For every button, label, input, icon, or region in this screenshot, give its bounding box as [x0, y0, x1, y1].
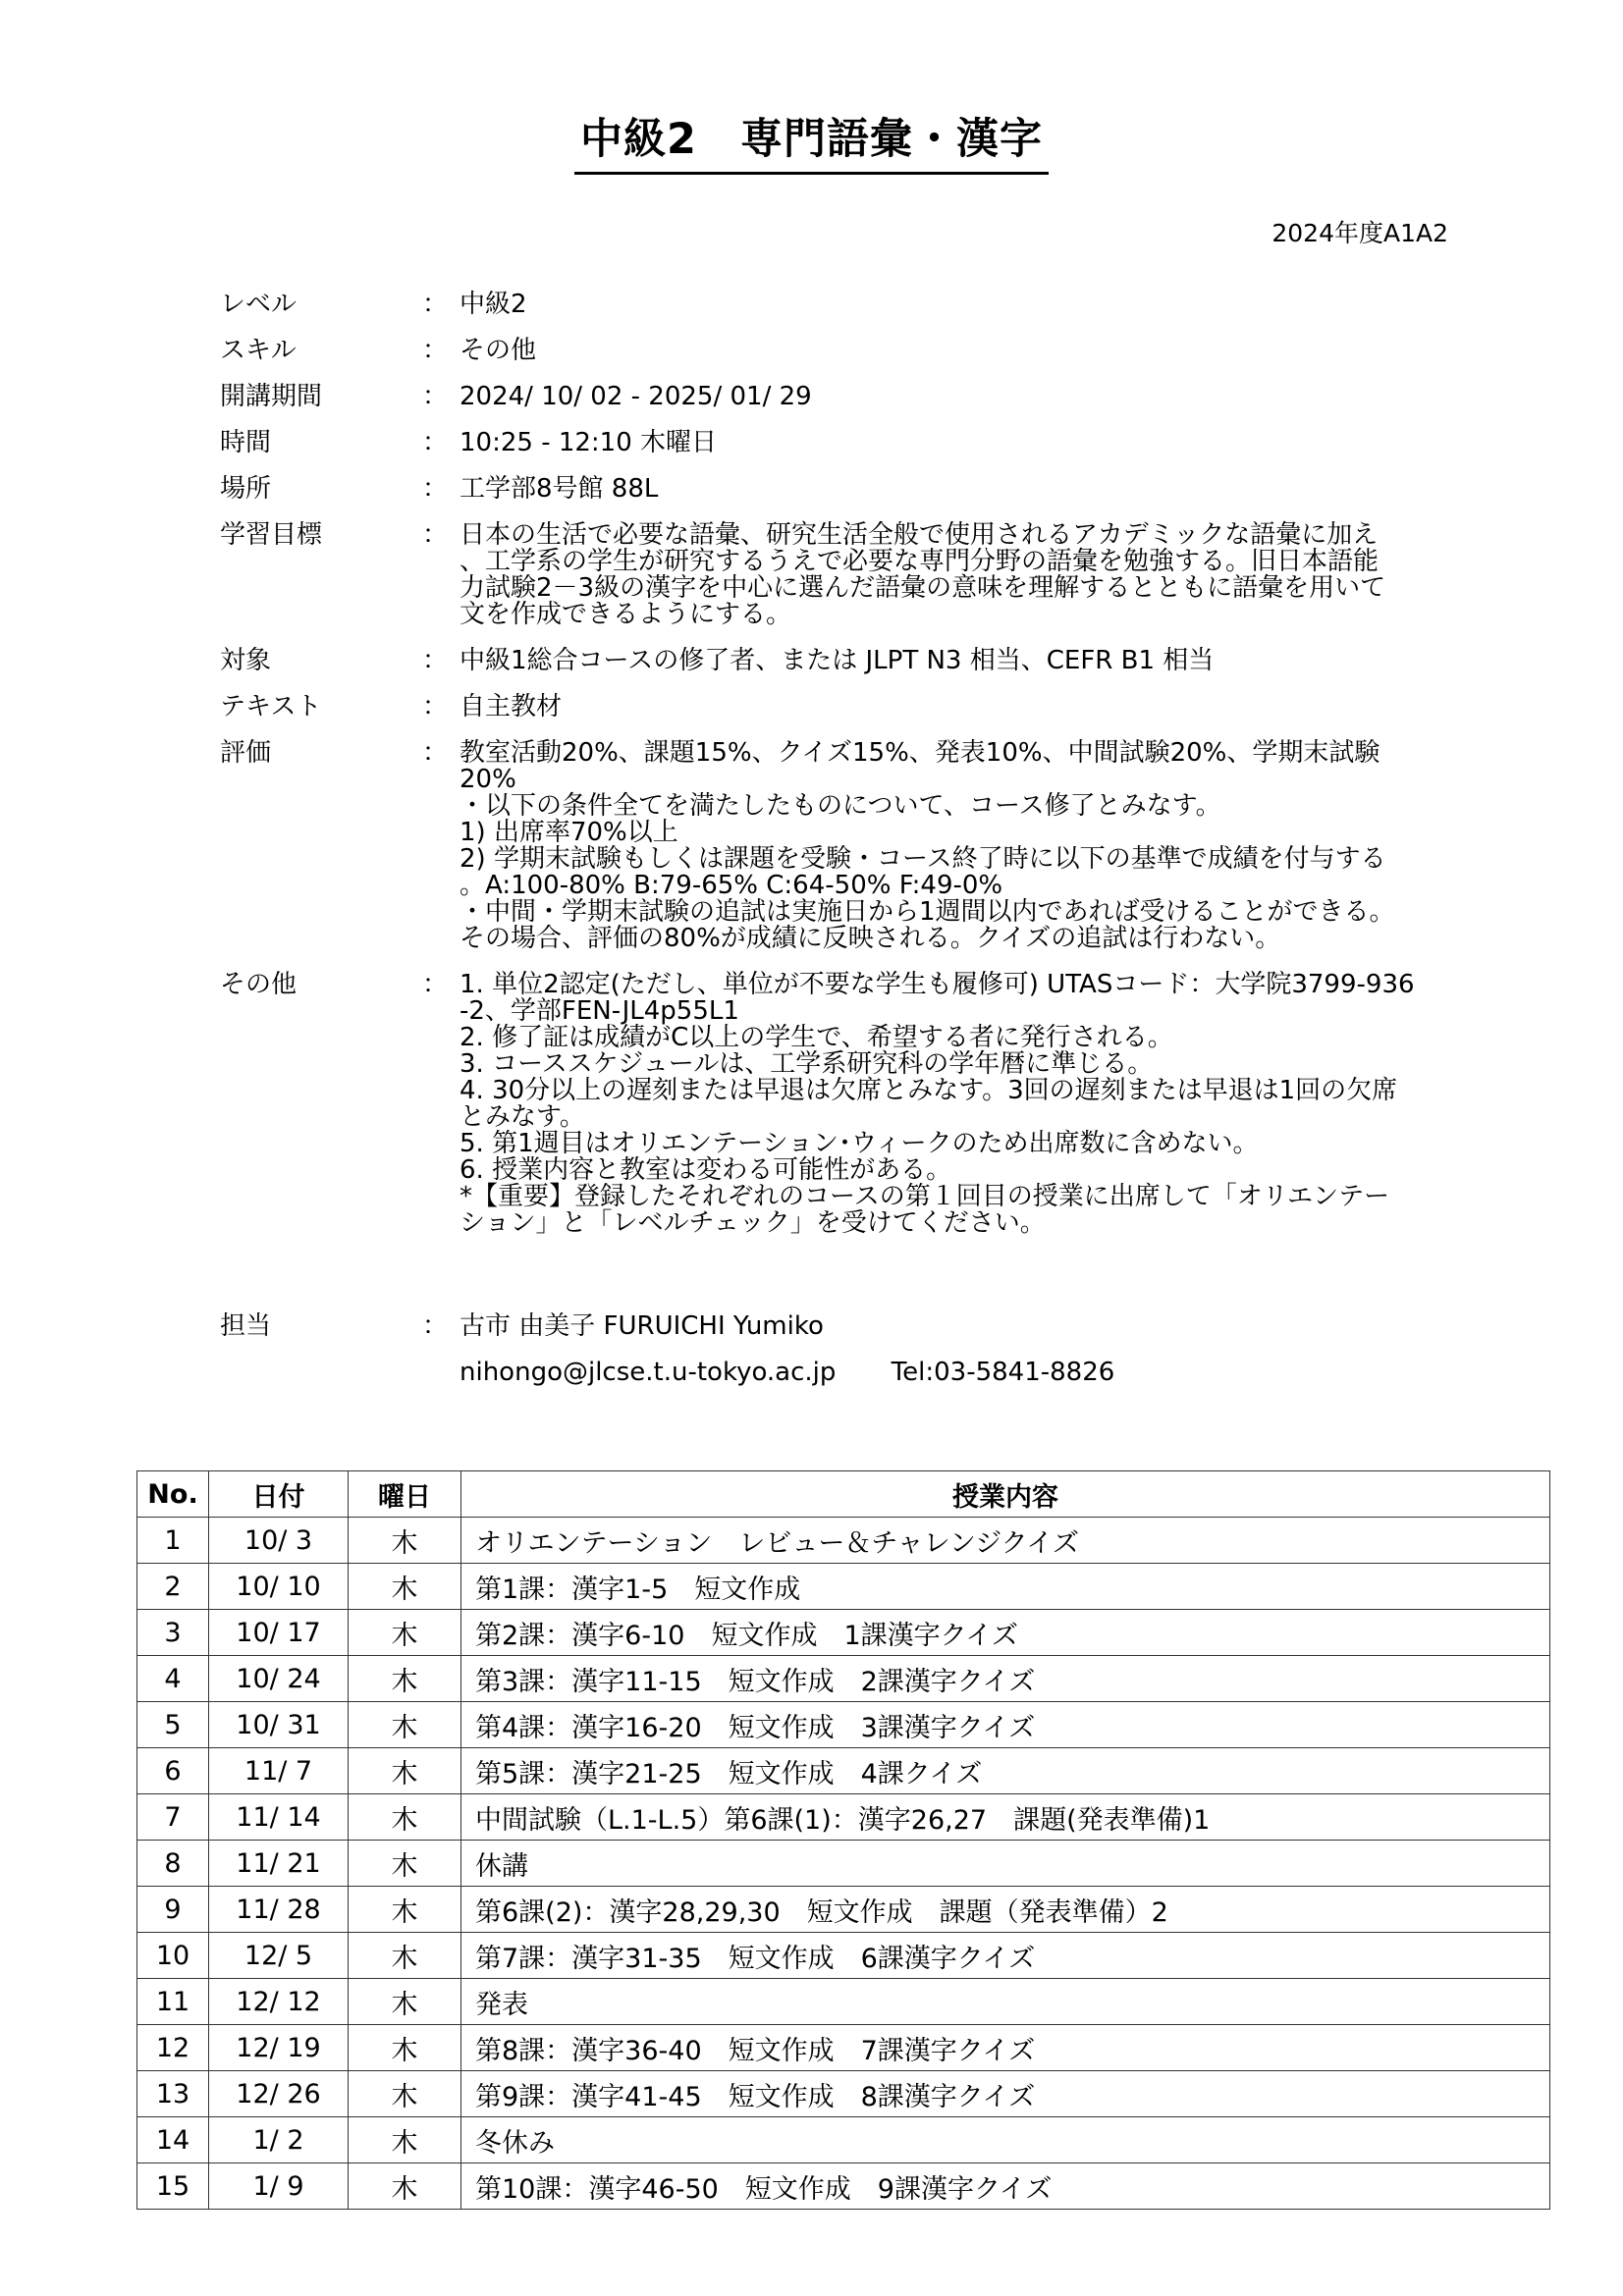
row-number: 14	[137, 2117, 209, 2163]
other-line: 6. 授業内容と教室は変わる可能性がある。	[460, 1155, 952, 1185]
info-colon: ：	[422, 738, 449, 768]
row-date: 12/ 5	[209, 1933, 349, 1979]
goal-line: 日本の生活で必要な語彙、研究生活全般で使用されるアカデミックな語彙に加え	[460, 520, 1379, 550]
info-colon: ：	[422, 520, 449, 550]
table-row	[137, 1702, 1550, 1748]
column-header-content: 授業内容	[461, 1471, 1550, 1518]
info-row-teacher	[220, 1313, 1457, 1340]
info-label: レベル	[220, 290, 298, 319]
info-label: スキル	[220, 336, 297, 365]
info-colon: ：	[422, 474, 449, 504]
row-number: 7	[137, 1794, 209, 1841]
other-line: 1. 単位2認定(ただし、単位が不要な学生も履修可) UTASコード：大学院3799-936	[460, 970, 1415, 999]
info-value	[460, 740, 1457, 952]
table-row	[137, 1748, 1550, 1794]
row-day: 木	[349, 2163, 461, 2210]
info-row-eval	[220, 740, 1457, 952]
document-title-wrap	[0, 106, 1623, 175]
other-line: とみなす。	[460, 1102, 585, 1132]
row-day: 木	[349, 1979, 461, 2025]
info-colon: ：	[422, 970, 449, 999]
other-line: 4. 30分以上の遅刻または早退は欠席とみなす。3回の遅刻または早退は1回の欠席	[460, 1076, 1398, 1105]
info-colon: ：	[422, 336, 449, 365]
info-value: 古市 由美子 FURUICHI Yumiko	[460, 1311, 824, 1341]
eval-line: ・中間・学期末試験の追試は実施日から1週間以内であれば受けることができる。	[460, 897, 1395, 927]
schedule-body	[137, 1518, 1550, 2210]
table-row	[137, 2163, 1550, 2210]
row-day: 木	[349, 1610, 461, 1656]
eval-line: ・以下の条件全てを満たしたものについて、コース修了とみなす。	[460, 791, 1221, 821]
table-row	[137, 2025, 1550, 2071]
table-row	[137, 1794, 1550, 1841]
eval-line: 教室活動20%、課題15%、クイズ15%、発表10%、中間試験20%、学期末試験	[460, 738, 1380, 768]
row-day: 木	[349, 1748, 461, 1794]
column-header-day: 曜日	[349, 1471, 461, 1518]
info-colon: ：	[422, 692, 449, 721]
info-row-text	[220, 694, 1457, 721]
info-label: その他	[220, 970, 298, 999]
other-line: *【重要】登録したそれぞれのコースの第１回目の授業に出席して「オリエンテー	[460, 1182, 1390, 1211]
info-colon: ：	[422, 1311, 449, 1341]
info-value: 10:25 - 12:10 木曜日	[460, 428, 718, 457]
row-number: 1	[137, 1518, 209, 1564]
row-content: 第7課：漢字31-35 短文作成 6課漢字クイズ	[461, 1933, 1550, 1979]
row-content: 中間試験（L.1-L.5）第6課(1)：漢字26,27 課題(発表準備)1	[461, 1794, 1550, 1841]
row-content: 第4課：漢字16-20 短文作成 3課漢字クイズ	[461, 1702, 1550, 1748]
eval-line: 1) 出席率70%以上	[460, 818, 678, 847]
document-title: 中級2 専門語彙・漢字	[574, 106, 1049, 175]
row-content: 第9課：漢字41-45 短文作成 8課漢字クイズ	[461, 2071, 1550, 2117]
row-date: 11/ 21	[209, 1841, 349, 1887]
table-row	[137, 1610, 1550, 1656]
teacher-email[interactable]: nihongo@jlcse.t.u-tokyo.ac.jp	[460, 1358, 837, 1387]
row-day: 木	[349, 2071, 461, 2117]
row-content: 第3課：漢字11-15 短文作成 2課漢字クイズ	[461, 1656, 1550, 1702]
row-date: 1/ 2	[209, 2117, 349, 2163]
info-value: 中級2	[460, 290, 527, 319]
teacher-tel: Tel:03-5841-8826	[891, 1358, 1115, 1387]
row-day: 木	[349, 1794, 461, 1841]
row-number: 5	[137, 1702, 209, 1748]
row-number: 10	[137, 1933, 209, 1979]
info-label: 評価	[220, 738, 272, 768]
academic-year: 2024年度A1A2	[1271, 219, 1448, 247]
row-number: 13	[137, 2071, 209, 2117]
table-row	[137, 1979, 1550, 2025]
row-date: 12/ 12	[209, 1979, 349, 2025]
row-date: 1/ 9	[209, 2163, 349, 2210]
goal-line: 文を作成できるようにする。	[460, 600, 792, 629]
row-number: 6	[137, 1748, 209, 1794]
info-label: 対象	[220, 646, 272, 675]
other-line: 3. コーススケジュールは、工学系研究科の学年暦に準じる。	[460, 1049, 1154, 1079]
info-label: テキスト	[220, 692, 322, 721]
table-row	[137, 1564, 1550, 1610]
row-day: 木	[349, 1564, 461, 1610]
table-row	[137, 2117, 1550, 2163]
row-content: 第6課(2)：漢字28,29,30 短文作成 課題（発表準備）2	[461, 1887, 1550, 1933]
info-label: 場所	[220, 474, 272, 504]
goal-line: 力試験2－3級の漢字を中心に選んだ語彙の意味を理解するとともに語彙を用いて	[460, 573, 1386, 603]
row-content: 第1課：漢字1-5 短文作成	[461, 1564, 1550, 1610]
row-number: 3	[137, 1610, 209, 1656]
info-row-period	[220, 384, 1457, 410]
info-colon: ：	[422, 290, 449, 319]
row-day: 木	[349, 1887, 461, 1933]
eval-line: 2) 学期末試験もしくは課題を受験・コース終了時に以下の基準で成績を付与する	[460, 844, 1386, 874]
row-day: 木	[349, 2117, 461, 2163]
info-label: 時間	[220, 428, 272, 457]
column-header-date: 日付	[209, 1471, 349, 1518]
info-label: 学習目標	[220, 520, 323, 550]
contact-line	[460, 1360, 1457, 1386]
info-colon: ：	[422, 428, 449, 457]
info-row-contact	[220, 1360, 1457, 1386]
info-row-time	[220, 430, 1457, 456]
column-header-no: No.	[137, 1471, 209, 1518]
info-label: 担当	[220, 1311, 272, 1341]
eval-line: その場合、評価の80%が成績に反映される。クイズの追試は行わない。	[460, 924, 1281, 953]
eval-line: 20%	[460, 765, 516, 794]
row-number: 11	[137, 1979, 209, 2025]
row-number: 15	[137, 2163, 209, 2210]
goal-line: 、工学系の学生が研究するうえで必要な専門分野の語彙を勉強する。旧日本語能	[460, 547, 1380, 576]
row-number: 9	[137, 1887, 209, 1933]
info-value	[460, 972, 1457, 1237]
row-date: 12/ 19	[209, 2025, 349, 2071]
table-row	[137, 1518, 1550, 1564]
info-colon: ：	[422, 646, 449, 675]
row-content: 第2課：漢字6-10 短文作成 1課漢字クイズ	[461, 1610, 1550, 1656]
other-line: 2. 修了証は成績がC以上の学生で、希望する者に発行される。	[460, 1023, 1173, 1052]
eval-line: 。A:100-80% B:79-65% C:64-50% F:49-0%	[460, 871, 1003, 900]
info-row-skill	[220, 338, 1457, 364]
row-date: 11/ 14	[209, 1794, 349, 1841]
row-date: 10/ 24	[209, 1656, 349, 1702]
row-number: 8	[137, 1841, 209, 1887]
row-number: 12	[137, 2025, 209, 2071]
row-date: 10/ 17	[209, 1610, 349, 1656]
info-value: 中級1総合コースの修了者、または JLPT N3 相当、CEFR B1 相当	[460, 646, 1215, 675]
row-content: 発表	[461, 1979, 1550, 2025]
other-line: 5. 第1週目はオリエンテーション･ウィークのため出席数に含めない。	[460, 1129, 1259, 1158]
info-row-target	[220, 648, 1457, 674]
row-day: 木	[349, 1841, 461, 1887]
info-value: 工学部8号館 88L	[460, 474, 659, 504]
info-row-goal	[220, 522, 1457, 628]
row-content: オリエンテーション レビュー＆チャレンジクイズ	[461, 1518, 1550, 1564]
row-content: 第10課：漢字46-50 短文作成 9課漢字クイズ	[461, 2163, 1550, 2210]
row-day: 木	[349, 1702, 461, 1748]
table-row	[137, 1841, 1550, 1887]
row-date: 10/ 3	[209, 1518, 349, 1564]
row-day: 木	[349, 1656, 461, 1702]
row-number: 4	[137, 1656, 209, 1702]
info-value: 2024/ 10/ 02 - 2025/ 01/ 29	[460, 382, 812, 411]
course-info	[220, 292, 1457, 1386]
schedule-header-row	[137, 1471, 1550, 1518]
table-row	[137, 1656, 1550, 1702]
info-row-other	[220, 972, 1457, 1237]
row-content: 第5課：漢字21-25 短文作成 4課クイズ	[461, 1748, 1550, 1794]
other-line: ション」と「レベルチェック」を受けてください。	[460, 1208, 1046, 1238]
row-date: 11/ 7	[209, 1748, 349, 1794]
row-date: 10/ 10	[209, 1564, 349, 1610]
row-number: 2	[137, 1564, 209, 1610]
info-label: 開講期間	[220, 382, 323, 411]
row-day: 木	[349, 1933, 461, 1979]
row-date: 11/ 28	[209, 1887, 349, 1933]
info-value	[460, 522, 1457, 628]
table-row	[137, 1933, 1550, 1979]
row-date: 12/ 26	[209, 2071, 349, 2117]
row-content: 休講	[461, 1841, 1550, 1887]
table-row	[137, 1887, 1550, 1933]
row-content: 第8課：漢字36-40 短文作成 7課漢字クイズ	[461, 2025, 1550, 2071]
info-row-place	[220, 476, 1457, 503]
row-content: 冬休み	[461, 2117, 1550, 2163]
other-line: -2、学部FEN-JL4p55L1	[460, 996, 739, 1026]
row-day: 木	[349, 2025, 461, 2071]
info-value: 自主教材	[460, 692, 563, 721]
info-value: その他	[460, 336, 537, 365]
schedule-table	[136, 1470, 1550, 2210]
row-day: 木	[349, 1518, 461, 1564]
row-date: 10/ 31	[209, 1702, 349, 1748]
info-colon: ：	[422, 382, 449, 411]
table-row	[137, 2071, 1550, 2117]
info-row-level	[220, 292, 1457, 318]
